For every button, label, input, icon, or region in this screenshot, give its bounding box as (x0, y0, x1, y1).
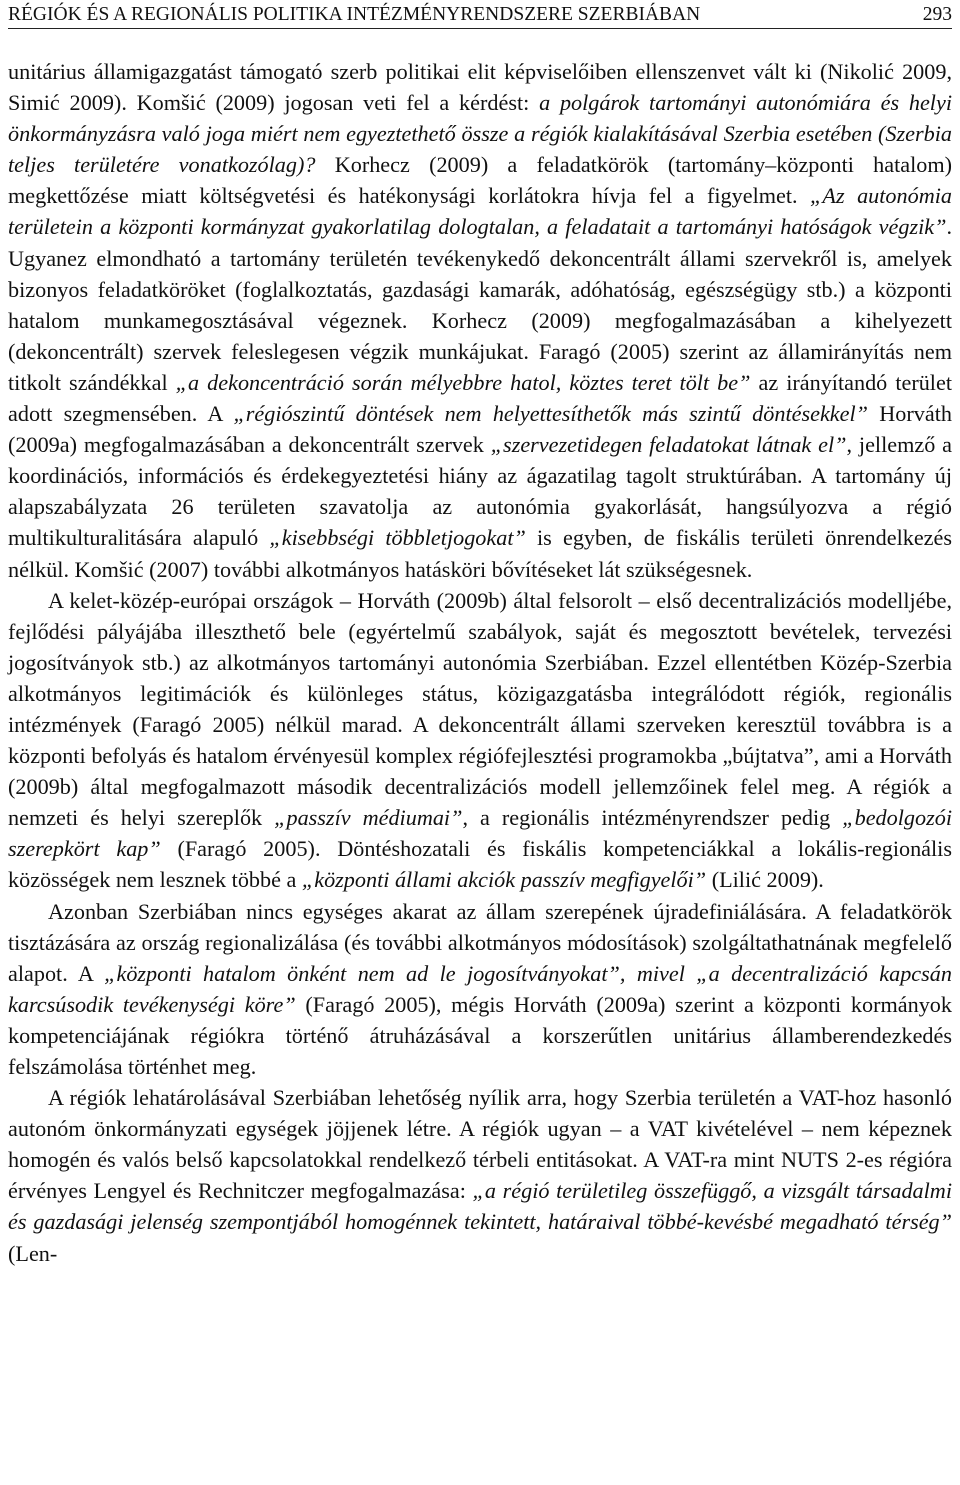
header-title: RÉGIÓK ÉS A REGIONÁLIS POLITIKA INTÉZMÉNYRENDSZERE SZERBIÁBAN (8, 4, 701, 25)
text-run: (Lilić 2009). (706, 867, 824, 893)
text-run: A régiók lehatárolásával Szerbiában lehetőség nyílik arra, hogy Szerbia területén a VAT-hoz hasonló autonóm önkormányzati egységek jöjjenek létre. A régiók ugyan – a VAT kivételével – nem képeznek homogén és valós belső kapcsolatokkal rendelkező térbeli entitásokat. A VAT-ra mint NUTS 2-es régióra érvényes Lengyel és Rechnitczer megfogalmazása: (8, 1085, 952, 1204)
text-run: Korhecz (2009) a feladatkörök (tartomány–központi hatalom) megkettőzése miatt költségvetési és hatékonysági korlátokra hívja fel a figyelmet. (8, 152, 952, 209)
page-number: 293 (922, 4, 952, 25)
paragraph (8, 1082, 952, 1269)
italic-quote: a polgárok tartományi autonómiára és helyi önkormányzásra való joga miért nem egyeztethető össze a régiók kialakításával Szerbia esetében (Szerbia teljes területére vonatkozólag)? (8, 90, 952, 178)
text-run: az irányítandó terület adott szegmensében. A (8, 369, 952, 427)
text-run: . Ugyanez elmondható a tartomány területén tevékenykedő dekoncentrált állami szervekről is, amelyek bizonyos feladatköröket (foglalkoztatás, gazdasági kamarák, adóhatóság, egészségügy stb.) a központi hatalom munkamegosztásával végeznek. Korhecz (2009) megfogalmazásában a kihelyezett (dekoncentrált) szervek feleslegesen végzik munkájukat. Faragó (2005) szerint az államirányítás nem titkolt szándékkal (8, 214, 952, 395)
text-run: , a regionális intézményrendszer pedig (462, 805, 843, 831)
text-run: (Faragó 2005). Döntéshozatali és fiskális kompetenciákkal a lokális-regionális közösségek nem lesznek többé a (8, 836, 952, 893)
text-run: Azonban Szerbiában nincs egységes akarat az állam szerepének újradefiniálására. A feladatkörök tisztázására az ország regionalizálása (és további alkotmányos módosítások) szolgáltathatnának megfelelő alapot. A (8, 898, 952, 986)
text-run: is egyben, de fiskális területi önrendelkezés nélkül. Komšić (2007) további alkotmányos hatásköri bővítéseket lát szükségesnek. (8, 525, 953, 582)
italic-quote: „kisebbségi többletjogokat” (269, 525, 526, 551)
text-run: Horváth (2009a) megfogalmazásában a dekoncentrált szervek (8, 401, 952, 458)
running-header (8, 0, 952, 29)
paragraph (8, 896, 952, 1083)
text-run: , jellemző a koordinációs, információs és érdekegyeztetési hiány az ágazatilag tagolt struktúrában. A tartomány új alapszabályzata 26 területen szavatolja az autonómia gyakorlását, hangsúlyozva a régió multikulturalitására alapuló (8, 432, 952, 551)
italic-quote: „központi állami akciók passzív megfigyelői” (301, 867, 707, 893)
text-run: A kelet-közép-európai országok – Horváth (2009b) által felsorolt – első decentralizációs modelljébe, fejlődési pályájába illeszthető bele (egyértelmű szabályok, saját és megosztott bevételek, tervezési jogosítványok stb.) az alkotmányos tartományi autonómia Szerbiában. Ezzel ellentétben Közép-Szerbia alkotmányos legitimációk és különleges státus, közigazgatásba integrálódott régiók, regionális intézmények (Faragó 2005) nélkül marad. A dekoncentrált állami szerveken keresztül továbbra is a központi befolyás és hatalom érvényesül komplex régiófejlesztési programokba „bújtatva”, ami a Horváth (2009b) által megfogalmazott második decentralizációs modell jellemzőinek felel meg. A régiók a nemzeti és helyi szereplők (8, 587, 952, 831)
italic-quote: „szervezetidegen feladatokat látnak el” (490, 432, 847, 458)
body-text (8, 56, 952, 1269)
italic-quote: „Az autonómia területein a központi kormányzat gyakorlatilag dologtalan, a feladatait a tartományi hatóságok végzik” (8, 183, 952, 240)
paragraph (8, 585, 952, 896)
italic-quote: „bedolgozói szerepkört kap” (8, 805, 952, 862)
text-run: (Len- (8, 1240, 58, 1266)
italic-quote: „a régió területileg összefüggő, a vizsgált társadalmi és gazdasági jelenség szempontjából homogénnek tekintett, határaival többé-kevésbé megadható térség” (8, 1178, 952, 1235)
text-run: (Faragó 2005), mégis Horváth (2009a) szerint a központi kormányok kompetenciájának régiókra történő átruházásával a korszerűtlen unitárius államberendezkedés felszámolása történhet meg. (8, 991, 952, 1079)
italic-quote: „régiószintű döntések nem helyettesíthetők más szintű döntésekkel” (233, 401, 868, 427)
paragraph (8, 56, 952, 585)
italic-quote: „központi hatalom önként nem ad le jogosítványokat”, mivel „a decentralizáció kapcsán karcsúsodik tevékenységi köre” (8, 960, 952, 1017)
italic-quote: „passzív médiumai” (274, 805, 463, 831)
italic-quote: „a dekoncentráció során mélyebbre hatol, köztes teret tölt be” (175, 369, 751, 395)
text-run: unitárius államigazgatást támogató szerb politikai elit képviselőiben ellenszenvet vált ki (Nikolić 2009, Simić 2009). Komšić (2009) jogosan veti fel a kérdést: (8, 59, 952, 116)
